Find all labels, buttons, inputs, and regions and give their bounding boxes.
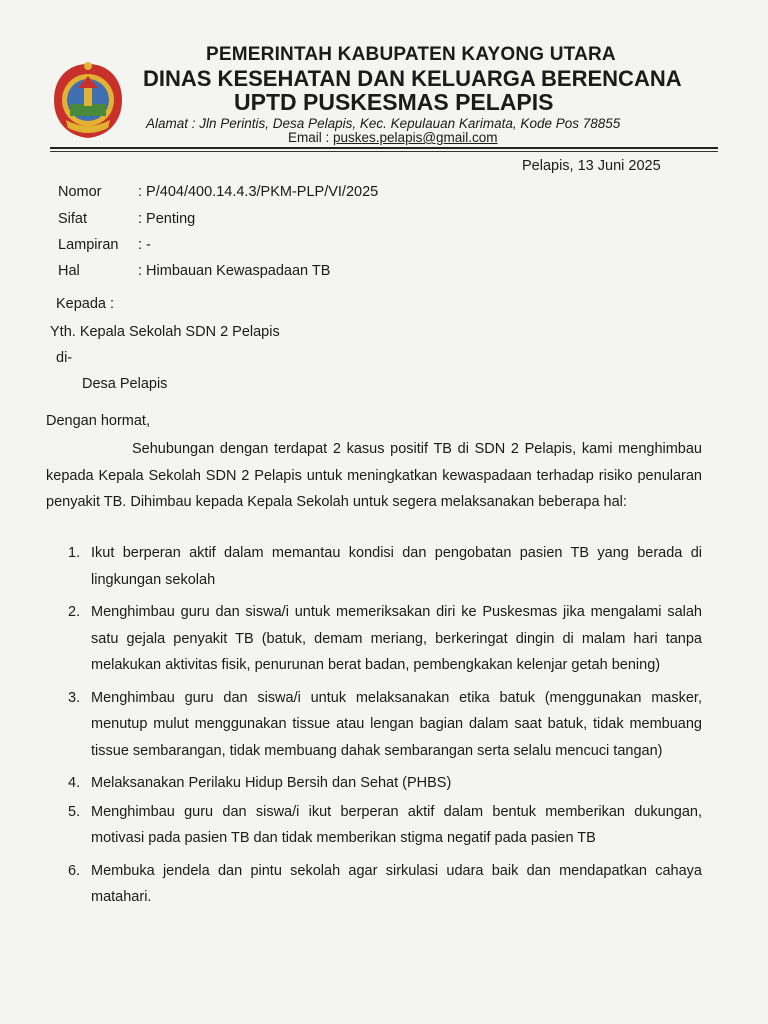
government-title: PEMERINTAH KABUPATEN KAYONG UTARA: [206, 44, 616, 65]
office-address: Alamat : Jln Perintis, Desa Pelapis, Kec. Kepulauan Karimata, Kode Pos 78855: [146, 116, 621, 131]
office-email-line: [288, 130, 498, 145]
meta-label-hal: Hal: [58, 263, 80, 279]
item-number: 1.: [68, 545, 81, 561]
regency-crest-icon: [48, 58, 128, 142]
meta-value-sifat: : Penting: [138, 211, 196, 227]
item-number: 5.: [68, 803, 81, 820]
meta-value-hal: : Himbauan Kewaspadaan TB: [138, 263, 331, 279]
place-date: Pelapis, 13 Juni 2025: [522, 158, 661, 174]
agency-title: DINAS KESEHATAN DAN KELUARGA BERENCANA: [143, 66, 682, 91]
letterhead-rule: [50, 147, 718, 149]
item-number: 2.: [68, 604, 81, 620]
item-text: Menghimbau guru dan siswa/i untuk memeriksakan diri ke Puskesmas jika mengalami salah satu gejala penyakit TB (batuk, demam meriang, berkeringat dingin di malam hari tanpa melakukan aktivitas fisik, penurunan berat badan, pembengkakan kelenjar getah bening): [91, 604, 702, 673]
addressee-di: di-: [56, 350, 73, 366]
intro-text: Sehubungan dengan terdapat 2 kasus positif TB di SDN 2 Pelapis, kami menghimbau kepada Kepala Sekolah SDN 2 Pelapis untuk meningkatkan kewaspadaan terhadap risiko penularan penyakit TB. Dihimbau kepada Kepala Sekolah untuk segera melaksanakan beberapa hal:: [46, 441, 702, 510]
intro-paragraph: [46, 436, 702, 516]
letterhead-rule-thin: [50, 151, 718, 152]
list-item: [60, 599, 702, 679]
item-text: Menghimbau guru dan siswa/i untuk melaksanakan etika batuk (menggunakan masker, menutup mulut menggunakan tissue atau lengan bagian dalam saat batuk, tidak membuang tissue sembarangan, tidak membuang dahak sembarangan serta selalu mencuci tangan): [91, 689, 702, 759]
email-link[interactable]: puskes.pelapis@gmail.com: [333, 130, 498, 145]
list-item: [60, 858, 702, 911]
item-text: Ikut berperan aktif dalam memantau kondisi dan pengobatan pasien TB yang berada di lingkungan sekolah: [91, 545, 702, 588]
addressee-recipient: Yth. Kepala Sekolah SDN 2 Pelapis: [50, 324, 280, 340]
instruction-list: [60, 540, 702, 911]
meta-label-lampiran: Lampiran: [58, 237, 119, 253]
item-text: Menghimbau guru dan siswa/i ikut berperan aktif dalam bentuk memberikan dukungan, motivasi pada pasien TB dan tidak memberikan stigma negatif pada pasien TB: [91, 803, 702, 846]
meta-value-lampiran: : -: [138, 237, 151, 253]
meta-label-sifat: Sifat: [58, 211, 88, 227]
item-text: Membuka jendela dan pintu sekolah agar sirkulasi udara baik dan mendapatkan cahaya matahari.: [91, 862, 702, 905]
addressee-to: Kepada :: [56, 296, 115, 312]
item-number: 4.: [68, 775, 81, 791]
list-item: [60, 685, 702, 765]
item-text: Melaksanakan Perilaku Hidup Bersih dan Sehat (PHBS): [91, 775, 452, 791]
unit-title: UPTD PUSKESMAS PELAPIS: [234, 89, 554, 115]
list-item: [60, 770, 702, 797]
list-item: [60, 540, 702, 593]
addressee-place: Desa Pelapis: [82, 376, 168, 392]
meta-value-nomor: : P/404/400.14.4.3/PKM-PLP/VI/2025: [138, 184, 379, 200]
greeting: Dengan hormat,: [46, 413, 150, 429]
email-label: Email :: [288, 130, 334, 145]
item-number: 6.: [68, 862, 81, 879]
item-number: 3.: [68, 689, 81, 706]
list-item: [60, 799, 702, 852]
meta-label-nomor: Nomor: [58, 184, 102, 200]
